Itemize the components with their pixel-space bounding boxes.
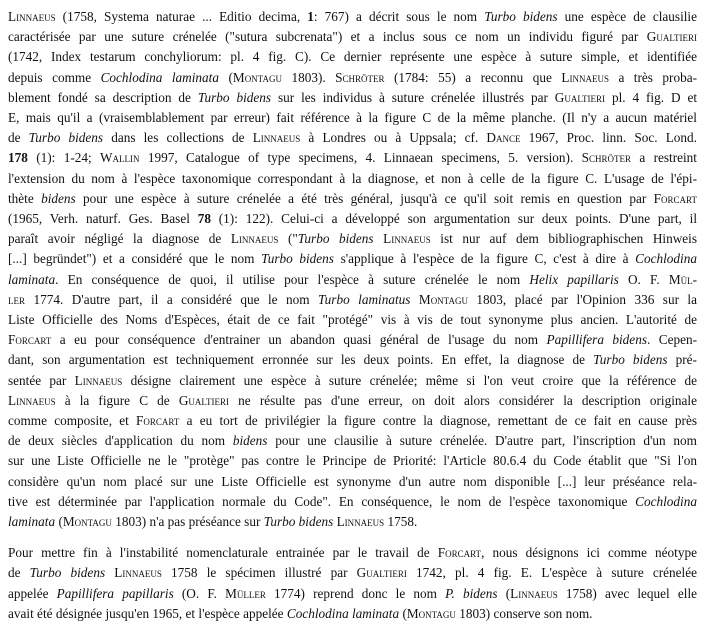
- text-line: [8, 68, 697, 88]
- text-run: caractérisée par une suture crénelée ("sutura subcrenata") et a inclus sous ce nom un individu figuré par: [8, 29, 647, 45]
- text-run: 1803, placé par l'Opinion 336 sur la: [467, 291, 697, 307]
- text-run: 1758 le spécimen illustré par: [161, 565, 357, 581]
- small-caps-run: Linnaeus: [336, 514, 385, 530]
- italic-run: bidens: [41, 190, 76, 206]
- text-run: 1997, Catalogue of type specimens, 4. Linnaean specimens, 5. version).: [139, 150, 582, 166]
- text-run: 1758) avec lequel elle: [557, 585, 698, 601]
- text-line: [8, 88, 697, 108]
- italic-run: Turbo bidens: [261, 251, 334, 267]
- text-line: [8, 189, 697, 209]
- small-caps-run: Montagu: [62, 514, 112, 530]
- text-line: [8, 371, 697, 391]
- text-line: [8, 604, 697, 624]
- text-line: [8, 543, 697, 563]
- bold-run: 1: [307, 9, 314, 24]
- text-run: s'applique à l'espèce de la figure C, c'est à dire à: [333, 251, 636, 267]
- text-line: [8, 290, 697, 310]
- text-line: [8, 310, 697, 330]
- small-caps-run: Linnaeus: [8, 392, 56, 408]
- paragraph-neotype: [8, 543, 697, 624]
- bold-run: 178: [8, 150, 28, 166]
- small-caps-run: ler: [8, 291, 25, 307]
- text-run: sur une Liste Officielle ne le "protège" pas contre le Principe de Priorité: l'Article 80.6.4 du Code établit que "Si l'on: [8, 453, 697, 469]
- text-run: [374, 231, 384, 246]
- text-line: [8, 451, 697, 471]
- text-run: de: [8, 565, 30, 581]
- text-run: de deux siècles d'application du nom: [8, 433, 233, 449]
- text-line: [8, 249, 697, 269]
- text-line: [8, 431, 697, 451]
- text-run: 1803) n'a pas préséance sur: [111, 514, 264, 530]
- small-caps-run: Gualtieri: [554, 89, 606, 105]
- text-run: (: [497, 585, 511, 601]
- document-page: [8, 7, 697, 624]
- text-run: désigne clairement une espèce à suture crénelée; même si l'on veut croire que la référence de: [122, 372, 697, 388]
- italic-run: Cochlodina laminata: [100, 69, 219, 85]
- text-run: sentée par: [8, 372, 75, 388]
- text-run: (1784: 55) a reconnu que: [384, 69, 562, 85]
- text-run: comme composite, et: [8, 413, 137, 429]
- small-caps-run: Montagu: [406, 605, 456, 621]
- text-line: [8, 108, 697, 128]
- text-run: l'extension du nom à l'espèce taxonomique correspondant à la diagnose, et non à celle de la figure C. L'usage de l'épi-: [8, 170, 697, 186]
- italic-run: Cochlodina laminata: [286, 605, 400, 621]
- text-run: blement fondé sa description de: [8, 89, 198, 105]
- text-line: [8, 330, 697, 350]
- italic-run: laminata: [8, 514, 56, 530]
- text-line: [8, 350, 697, 370]
- italic-run: Cochlodina: [635, 493, 697, 509]
- text-run: depuis comme: [8, 69, 101, 85]
- text-run: E, mais qu'il a (vraisemblablement par erreur) fait référence à la figure C de la même planche. (Il n'y a aucun matériel: [8, 110, 697, 126]
- text-line: [8, 270, 697, 290]
- text-run: ne résulte pas d'une erreur, on doit alors considérer la description originale: [229, 392, 697, 408]
- text-run: (: [399, 605, 407, 621]
- italic-run: Turbo laminatus: [318, 291, 411, 307]
- text-run: 1774) reprend donc le nom: [265, 585, 446, 601]
- text-run: à la figure C de: [55, 392, 179, 408]
- text-run: a très proba-: [608, 69, 698, 85]
- text-run: (: [219, 69, 233, 85]
- text-run: (1): 1-24;: [27, 150, 101, 166]
- text-run: appelée: [8, 585, 57, 601]
- text-run: avait été désignée jusqu'en 1965, et l'espèce appelée: [8, 605, 287, 621]
- text-line: [8, 512, 697, 532]
- text-run: 1803).: [281, 69, 336, 85]
- paragraph-history: [8, 7, 697, 532]
- text-line: [8, 229, 697, 249]
- text-run: (1742, Index testarum conchyliorum: pl. 4 fig. C). Ce dernier représente une espèce à suture simple, et identifiée: [8, 49, 697, 65]
- small-caps-run: Montagu: [418, 291, 468, 307]
- text-line: [8, 47, 697, 67]
- bold-run: 78: [197, 211, 211, 227]
- text-run: pour une espèce à suture crénelée a été très général, jusqu'à ce qu'il soit remis en question par: [75, 190, 654, 206]
- small-caps-run: Gualtieri: [178, 392, 230, 408]
- text-line: [8, 411, 697, 431]
- text-run: , nous désignons ici comme néotype: [481, 545, 697, 561]
- text-run: Pour mettre fin à l'instabilité nomenclaturale entrainée par le travail de: [8, 545, 438, 561]
- text-run: a eu tort de privilégier la figure contre la diagnose, remettant de ce fait en cause près: [179, 413, 697, 429]
- small-caps-run: Gualtieri: [646, 29, 697, 45]
- small-caps-run: Forcart: [653, 190, 697, 206]
- italic-run: Turbo bidens: [29, 565, 106, 581]
- text-run: (1): 122). Celui-ci a développé son argumentation sur deux points. D'une part, il: [210, 211, 697, 227]
- text-run: . En conséquence de quoi, il utilise pour l'espèce à suture crénelée le nom: [55, 271, 530, 287]
- small-caps-run: Linnaeus: [114, 565, 162, 581]
- small-caps-run: Montagu: [232, 69, 282, 85]
- text-run: (: [55, 514, 63, 530]
- text-run: dans les collections de: [103, 130, 253, 146]
- small-caps-run: Forcart: [136, 413, 180, 429]
- small-caps-run: Müller: [225, 585, 266, 601]
- text-run: (1758, Systema naturae ... Editio decima,: [55, 9, 308, 24]
- small-caps-run: Dance: [486, 130, 521, 146]
- text-line: [8, 391, 697, 411]
- text-run: . Cepen-: [646, 332, 697, 348]
- text-run: O. F.: [618, 271, 669, 287]
- text-run: Liste Officielle des Noms d'Espèces, était de ce fait "protégé" vis à vis de tout synonyme plus ancien. L'autorité de: [8, 312, 697, 328]
- italic-run: P. bidens: [445, 585, 498, 601]
- text-run: de: [8, 130, 29, 146]
- text-line: [8, 27, 697, 47]
- italic-run: Turbo bidens: [484, 9, 558, 24]
- italic-run: Papillifera bidens: [546, 332, 647, 348]
- text-run: considère qu'un nom placé sur une Liste Officielle est synonyme d'un autre nom disponible [...] leur préséance rela-: [8, 473, 697, 489]
- small-caps-run: Linnaeus: [252, 130, 301, 146]
- small-caps-run: Gualtieri: [356, 565, 407, 581]
- small-caps-run: Schröter: [581, 150, 631, 166]
- text-run: 1803) conserve son nom.: [455, 605, 593, 621]
- text-line: [8, 128, 697, 148]
- italic-run: bidens: [232, 433, 268, 449]
- text-run: 1742, pl. 4 fig. E. L'espèce à suture crénelée: [406, 565, 698, 581]
- text-line: [8, 169, 697, 189]
- text-run: (O. F.: [173, 585, 226, 601]
- text-run: dant, son argumentation est techniquement erronnée sur les deux points. En effet, la diagnose de: [8, 352, 594, 368]
- small-caps-run: Linnaeus: [230, 231, 279, 247]
- text-run: tive est déterminée par l'application normale du Code". En conséquence, le nom de l'espèce taxonomique: [8, 493, 636, 509]
- italic-run: Turbo bidens: [593, 352, 668, 368]
- text-line: [8, 148, 697, 168]
- small-caps-run: Linnaeus: [383, 231, 431, 247]
- italic-run: Helix papillaris: [529, 271, 619, 287]
- text-run: paraît avoir négligé la diagnose de: [8, 231, 231, 247]
- italic-run: Turbo bidens: [297, 231, 374, 247]
- text-run: 1774. D'autre part, il a considéré que le nom: [25, 291, 319, 307]
- italic-run: Turbo bidens: [197, 89, 272, 105]
- small-caps-run: Forcart: [437, 545, 482, 561]
- text-run: (1965, Verh. naturf. Ges. Basel: [8, 211, 198, 227]
- small-caps-run: Mül-: [668, 271, 698, 287]
- text-run: [...] begründet") et a considéré que le nom: [8, 251, 262, 267]
- small-caps-run: Wallin: [100, 150, 140, 166]
- text-run: a eu pour conséquence d'entrainer un abandon quasi général de l'usage du nom: [51, 332, 547, 348]
- text-run: pour une clausilie à suture crénelée. D'autre part, l'inscription d'un nom: [267, 433, 697, 449]
- text-run: à Londres ou à Uppsala; cf.: [300, 130, 487, 146]
- text-line: [8, 584, 697, 604]
- text-run: pl. 4 fig. D et: [605, 89, 698, 105]
- italic-run: Cochlodina: [635, 251, 697, 267]
- italic-run: laminata: [8, 271, 56, 287]
- text-run: 1758.: [384, 514, 418, 530]
- small-caps-run: Linnaeus: [510, 585, 558, 601]
- italic-run: Turbo bidens: [263, 514, 334, 530]
- small-caps-run: Linnaeus: [8, 9, 56, 24]
- text-run: thète: [8, 190, 42, 206]
- text-run: pré-: [667, 352, 697, 368]
- text-run: [410, 292, 418, 307]
- text-run: ist nur auf dem bibliographischen Hinweis: [430, 231, 698, 247]
- text-line: [8, 472, 697, 492]
- text-run: 1967, Proc. linn. Soc. Lond.: [520, 130, 697, 146]
- text-line: [8, 209, 697, 229]
- text-line: [8, 563, 697, 583]
- text-run: a restreint: [631, 150, 697, 166]
- text-run: (": [278, 231, 298, 247]
- small-caps-run: Linnaeus: [561, 69, 609, 85]
- italic-run: Turbo bidens: [28, 130, 104, 146]
- small-caps-run: Linnaeus: [74, 372, 123, 388]
- italic-run: Papillifera papillaris: [56, 585, 174, 601]
- text-run: sur les individus à suture crénelée illustrés par: [271, 89, 555, 105]
- text-run: une espèce de clausilie: [557, 9, 697, 24]
- small-caps-run: Schröter: [335, 69, 385, 85]
- text-line: [8, 7, 697, 27]
- text-line: [8, 492, 697, 512]
- small-caps-run: Forcart: [8, 332, 52, 348]
- text-run: [105, 565, 114, 580]
- text-run: : 767) a décrit sous le nom: [313, 9, 485, 24]
